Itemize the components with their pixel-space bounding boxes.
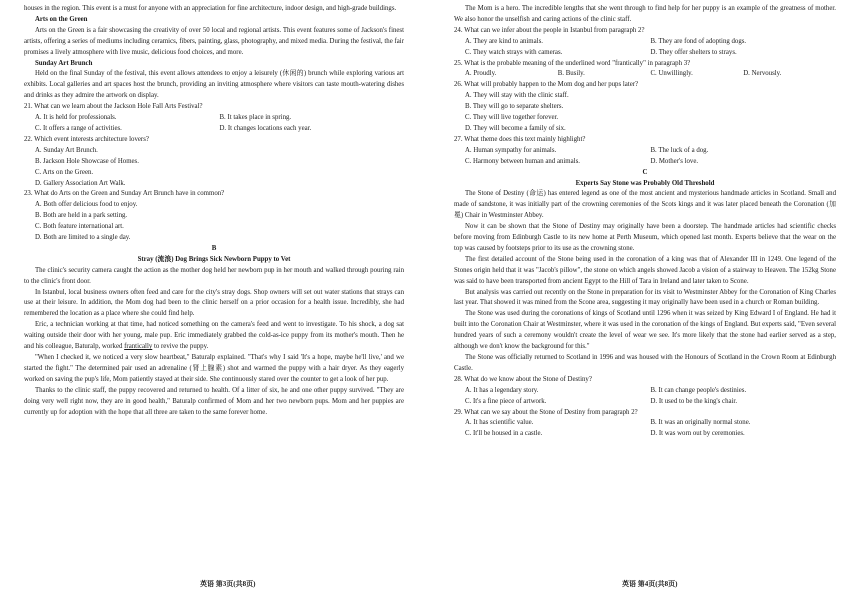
event-heading-arts: Arts on the Green [34, 15, 88, 23]
options-26 [454, 91, 836, 135]
question-21: 21. What can we learn about the Jackson Hole Fall Arts Festival? [24, 103, 203, 111]
paragraph: The Mom is a hero. The incredible lengths that she went through to find help for her puppy is an example of the greatness of mother. We also honor the unselfish and caring actions of the clinic staff. [454, 5, 836, 23]
question-29: 29. What can we say about the Stone of Destiny from paragraph 2? [454, 408, 638, 416]
text: Eric, a technician working at that time, had noticed something on the camera's feed and went to investigate. To his shock, a dog sat waiting outside their door with her young, male pup. Eric immediately grabbed the cold-as-ice puppy from its mother's mouth. Then he and his colleague, Baturalp, worked [24, 321, 404, 351]
option: D. It used to be the king's chair. [650, 397, 738, 405]
option: A. They will stay with the clinic staff. [464, 92, 569, 100]
option: A. Both offer delicious food to enjoy. [34, 201, 138, 209]
question-23: 23. What do Arts on the Green and Sunday Art Brunch have in common? [24, 190, 225, 198]
passage-title-c: Experts Say Stone was Probably Old Threshold [575, 179, 715, 187]
underlined-word: frantically [124, 343, 153, 351]
paragraph: The first detailed account of the Stone being used in the coronation of a king was that of Alexander III in 1249. One legend of the Stones origin held that it was "Jacob's pillow", the stone on which angels showed Jacob a vision of a stairway to Heaven. The 152kg Stone was said to have been transported from ancient Egypt to the Hill of Tara in Ireland and later taken to Scone. [454, 255, 836, 285]
option: A. Sunday Art Brunch. [34, 146, 98, 154]
option: B. Both are held in a park setting. [34, 212, 128, 220]
option: D. They offer shelters to strays. [650, 48, 737, 56]
option: B. It was an originally normal stone. [650, 419, 751, 427]
right-column [454, 4, 836, 440]
options-23 [24, 200, 404, 244]
option: B. They are fond of adopting dogs. [650, 37, 747, 45]
option: C. Both feature international art. [34, 223, 124, 231]
paragraph: The Stone was used during the coronations of kings of Scotland until 1296 when it was seized by King Edward I of England. He had it built into the Coronation Chair at Westminster, where it was used in the coronation of the kings of England. But experts said, "Even several hundred years of such a ceremony wouldn't create the level of wear we see. It's more likely that the stone had earlier served as a step, although we don't know the background for this." [454, 310, 836, 351]
question-24: 24. What can we infer about the people in Istanbul from paragraph 2? [454, 26, 645, 34]
option: D. It was worn out by ceremonies. [650, 430, 745, 438]
paragraph: Held on the final Sunday of the festival, this event allows attendees to enjoy a leisurely (休闲的) brunch while exploring various art exhibits. Local galleries and art spaces host the brunch, providing an inviting atmosphere where visitors can taste mouth-watering dishes and drinks as they admire the artwork on display. [24, 70, 404, 100]
section-label-b: B [211, 244, 217, 252]
option: C. Harmony between human and animals. [464, 157, 580, 165]
option: B. Jackson Hole Showcase of Homes. [34, 157, 139, 165]
options-22 [24, 146, 404, 190]
options-29 [454, 418, 836, 440]
paragraph: The Stone was officially returned to Scotland in 1996 and was housed with the Honours of Scotland in the Crown Room at Edinburgh Castle. [454, 354, 836, 372]
page-footer-right: 英语 第4页(共8页) [622, 580, 678, 588]
section-label-c: C [642, 168, 648, 176]
options-28 [454, 386, 836, 408]
option: A. It has scientific value. [464, 419, 534, 427]
option: B. It takes place in spring. [219, 114, 292, 122]
option: C. They watch strays with cameras. [464, 48, 563, 56]
paragraph: Arts on the Green is a fair showcasing the creativity of over 50 local and regional artists. This event features some of Jackson's finest artists, offering a series of mediums including ceramics, fibers, painting, glass, photography, and mixed media. During the festival, the fair promises a lively atmosphere with live music, delicious food choices, and more. [24, 26, 404, 56]
option: B. They will go to separate shelters. [464, 103, 564, 111]
question-27: 27. What theme does this text mainly highlight? [454, 135, 586, 143]
option: C. They will live together forever. [464, 114, 559, 122]
question-22: 22. Which event interests architecture lovers? [24, 135, 149, 143]
question-28: 28. What do we know about the Stone of Destiny? [454, 375, 592, 383]
passage-title-b: Stray (流浪) Dog Brings Sick Newborn Puppy to Vet [137, 255, 291, 263]
paragraph: houses in the region. This event is a must for anyone with an appreciation for fine architecture, indoor design, and high-grade buildings. [24, 5, 397, 12]
option: A. They are kind to animals. [464, 37, 543, 45]
option: C. It's a fine piece of artwork. [464, 397, 547, 405]
paragraph: "When I checked it, we noticed a very slow heartbeat," Baturalp explained. "That's why I said 'It's a hope, maybe he'll live,' and we started the fight." The determined pair used an adrenaline (肾上腺素) shot and warmed the puppy with a hair dryer. As they eagerly worked on saving the pup's life, Mom patiently stayed at their side. She continuously stared over the counter to get a look of her pup. [24, 354, 404, 383]
option: C. It'll be housed in a castle. [464, 430, 543, 438]
options-24 [454, 37, 836, 59]
paragraph: The clinic's security camera caught the action as the mother dog held her newborn pup in her mouth and walked through pouring rain to the clinic's front door. [24, 266, 404, 285]
option: D. Both are limited to a single day. [34, 234, 131, 242]
options-25 [454, 69, 836, 80]
paragraph [24, 320, 404, 353]
options-27 [454, 146, 836, 168]
option: B. It can change people's destinies. [650, 386, 747, 394]
event-heading-brunch: Sunday Art Brunch [34, 59, 93, 67]
paragraph: Thanks to the clinic staff, the puppy recovered and returned to health. Of a litter of six, he and one other puppy survived. "They are doing very well right now, they are in good health," Baturalp confirmed of Mom and her two newborn pups. Mom and her puppies are currently up for adoption with the hope that all three are taken to the same forever home. [24, 386, 404, 416]
paragraph: In Istanbul, local business owners often feed and care for the city's stray dogs. Shop owners will set out water stations that strays can use at their leisure. In addition, the Mom dog had been to the clinic herself on a prior occasion for a health issue. Incredibly, she had remembered the location as a place where she could find help. [24, 288, 404, 318]
option: D. Nervously. [743, 70, 782, 78]
option: A. It has a legendary story. [464, 386, 539, 394]
options-21 [24, 113, 404, 135]
option: A. Human sympathy for animals. [464, 146, 557, 154]
option: B. The luck of a dog. [650, 146, 709, 154]
option: D. Mother's love. [650, 157, 699, 165]
option: A. It is held for professionals. [34, 114, 117, 122]
option: D. They will become a family of six. [464, 124, 566, 132]
option: B. Busily. [557, 70, 585, 78]
text: to revive the puppy. [152, 343, 209, 351]
question-26: 26. What will probably happen to the Mom dog and her pups later? [454, 81, 639, 89]
option: D. It changes locations each year. [219, 124, 312, 132]
paragraph: The Stone of Destiny (命运) has entered legend as one of the most ancient and mysterious handmade articles in Scotland. Small and made of sandstone, it was initially part of the crowning ceremonies of the Scots kings and it was later placed beneath the Coronation (加冕) Chair in Westminster Abbey. [454, 190, 836, 220]
paragraph: But analysis was carried out recently on the Stone in preparation for its visit to Westminster Abbey for the Coronation of King Charles last year. That showed it was mined from the Scone area, suggesting it may originally have been used in a church or Roman building. [454, 288, 836, 307]
option: A. Proudly. [464, 70, 497, 78]
option: C. Unwillingly. [650, 70, 693, 78]
question-25: 25. What is the probable meaning of the underlined word "frantically" in paragraph 3? [454, 59, 691, 67]
option: C. Arts on the Green. [34, 168, 94, 176]
option: C. It offers a range of activities. [34, 124, 122, 132]
left-column [24, 4, 404, 418]
page-footer-left: 英语 第3页(共8页) [200, 580, 256, 588]
paragraph: Now it can be shown that the Stone of Destiny may originally have been a doorstep. The handmade articles had scientific checks before moving from Edinburgh Castle to its new home at Perth Museum, which opened last month. Experts believe that the wear on the top was caused by footsteps prior to its use as the crowning stone. [454, 223, 836, 252]
option: D. Gallery Association Art Walk. [34, 179, 126, 187]
